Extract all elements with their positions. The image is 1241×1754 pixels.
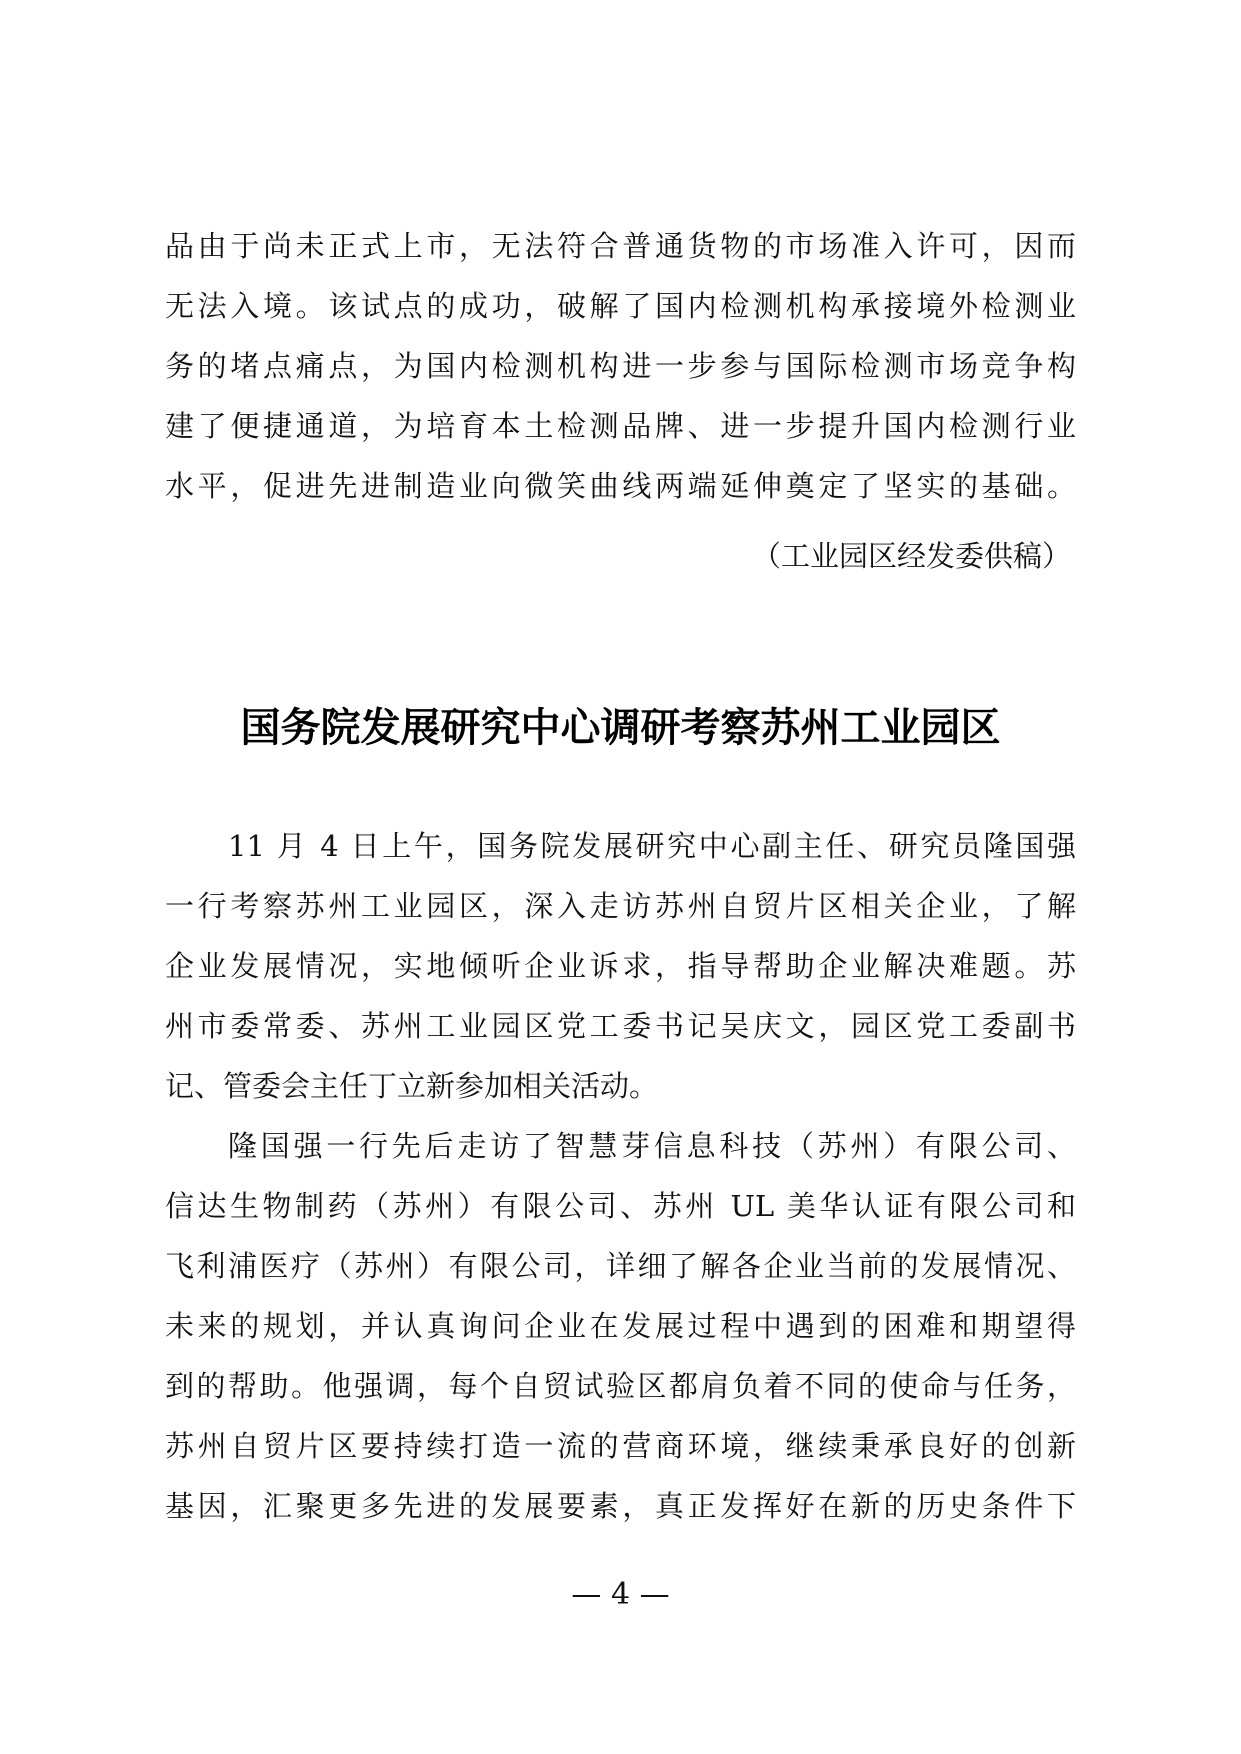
- paragraph-line: 基因，汇聚更多先进的发展要素，真正发挥好在新的历史条件下: [165, 1489, 1076, 1523]
- paragraph-line: 苏州自贸片区要持续打造一流的营商环境，继续秉承良好的创新: [165, 1429, 1076, 1463]
- paragraph-line: 州市委常委、苏州工业园区党工委书记吴庆文，园区党工委副书: [165, 1009, 1076, 1043]
- page-number: — 4 —: [571, 1577, 670, 1612]
- paragraph-line: 务的堵点痛点，为国内检测机构进一步参与国际检测市场竞争构: [165, 349, 1076, 383]
- paragraph-line: 无法入境。该试点的成功，破解了国内检测机构承接境外检测业: [165, 289, 1076, 323]
- source-note: （工业园区经发委供稿）: [751, 539, 1071, 573]
- paragraph-line: 企业发展情况，实地倾听企业诉求，指导帮助企业解决难题。苏: [165, 949, 1076, 983]
- paragraph-line: 飞利浦医疗（苏州）有限公司，详细了解各企业当前的发展情况、: [165, 1249, 1076, 1283]
- paragraph-line: 一行考察苏州工业园区，深入走访苏州自贸片区相关企业，了解: [165, 889, 1076, 923]
- paragraph-line: 建了便捷通道，为培育本土检测品牌、进一步提升国内检测行业: [165, 409, 1076, 443]
- paragraph-line: 信达生物制药（苏州）有限公司、苏州 UL 美华认证有限公司和: [165, 1189, 1076, 1223]
- paragraph-line: 11 月 4 日上午，国务院发展研究中心副主任、研究员隆国强: [228, 829, 1076, 863]
- paragraph-line: 隆国强一行先后走访了智慧芽信息科技（苏州）有限公司、: [228, 1129, 1076, 1163]
- paragraph-line: 水平，促进先进制造业向微笑曲线两端延伸奠定了坚实的基础。: [165, 469, 1076, 503]
- paragraph-line: 品由于尚未正式上市，无法符合普通货物的市场准入许可，因而: [165, 229, 1076, 263]
- paragraph-line: 未来的规划，并认真询问企业在发展过程中遇到的困难和期望得: [165, 1309, 1076, 1343]
- paragraph-line: 到的帮助。他强调，每个自贸试验区都肩负着不同的使命与任务，: [165, 1369, 1076, 1403]
- article-title: 国务院发展研究中心调研考察苏州工业园区: [240, 705, 1001, 751]
- paragraph-line: 记、管委会主任丁立新参加相关活动。: [165, 1069, 659, 1103]
